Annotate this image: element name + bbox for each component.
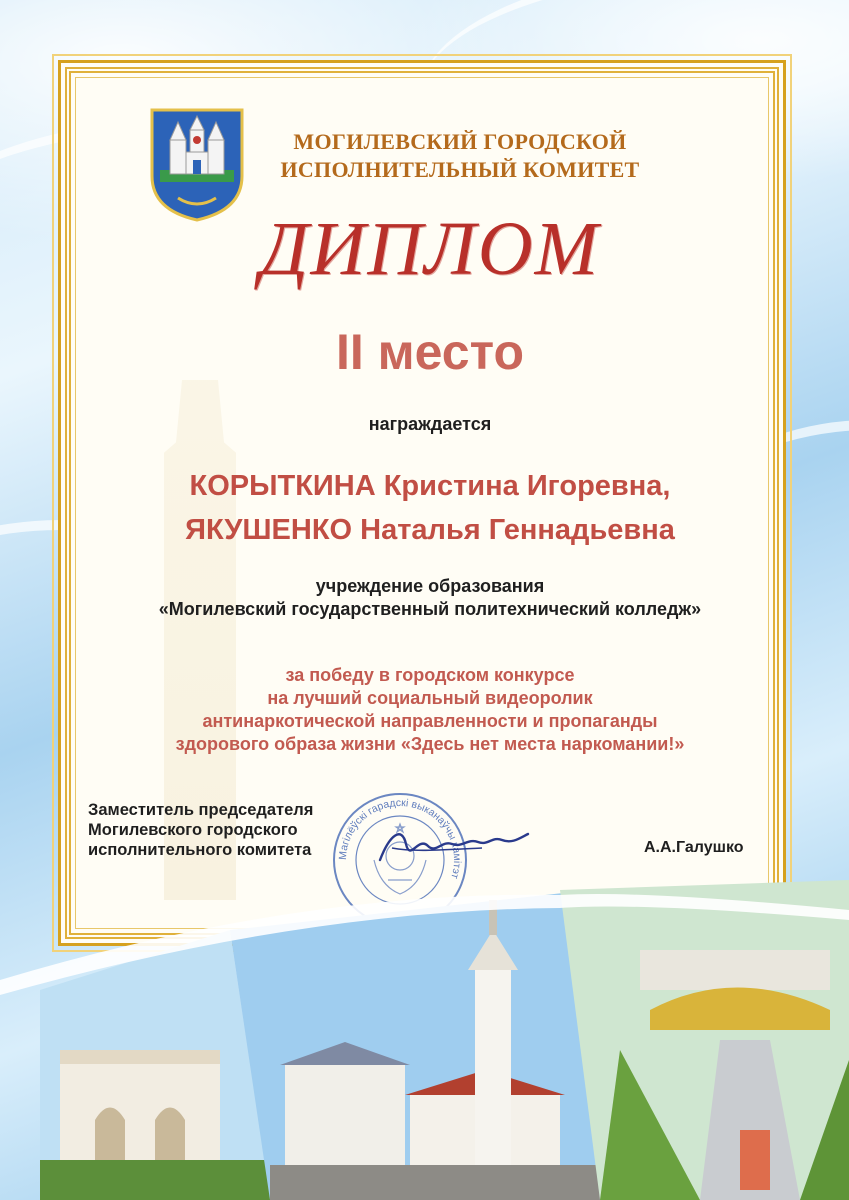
institution-type: учреждение образования [315, 576, 545, 596]
awarded-label: награждается [368, 414, 492, 434]
signer-name: А.А.Галушко [644, 839, 744, 856]
reason-line: на лучший социальный видеоролик [267, 688, 593, 708]
place-heading: II место [336, 324, 524, 380]
mogilev-coat-of-arms-icon [148, 106, 246, 222]
diploma-title: ДИПЛОМ [260, 207, 600, 291]
signatory-position-line-1: Заместитель председателя [88, 801, 314, 819]
reason-line: антинаркотической направленности и пропаганды [202, 711, 658, 731]
city-landmarks-collage [0, 870, 849, 1200]
handwritten-signature [372, 814, 532, 874]
recipient-name-2: ЯКУШЕНКО Наталья Геннадьевна [185, 514, 675, 546]
reason-line: за победу в городском конкурсе [285, 665, 575, 685]
authority-line-2: ИСПОЛНИТЕЛЬНЫЙ КОМИТЕТ [280, 157, 640, 182]
recipient-name-1: КОРЫТКИНА Кристина Игоревна, [189, 470, 671, 502]
issuing-authority [270, 128, 650, 184]
signatory-position-line-3: исполнительного комитета [88, 841, 312, 859]
institution-name: «Могилевский государственный политехнический колледж» [158, 599, 702, 619]
authority-line-1: МОГИЛЕВСКИЙ ГОРОДСКОЙ [293, 129, 627, 154]
stamp-ring-text: Магілёўскі гарадскі выканаўчы камітэт [336, 796, 464, 881]
town-hall-photo [230, 890, 600, 1200]
signatory-position-line-2: Могилевского городского [88, 821, 298, 839]
city-stairs-photo [560, 880, 849, 1200]
reason-line: здорового образа жизни «Здесь нет места наркомании!» [175, 734, 685, 754]
